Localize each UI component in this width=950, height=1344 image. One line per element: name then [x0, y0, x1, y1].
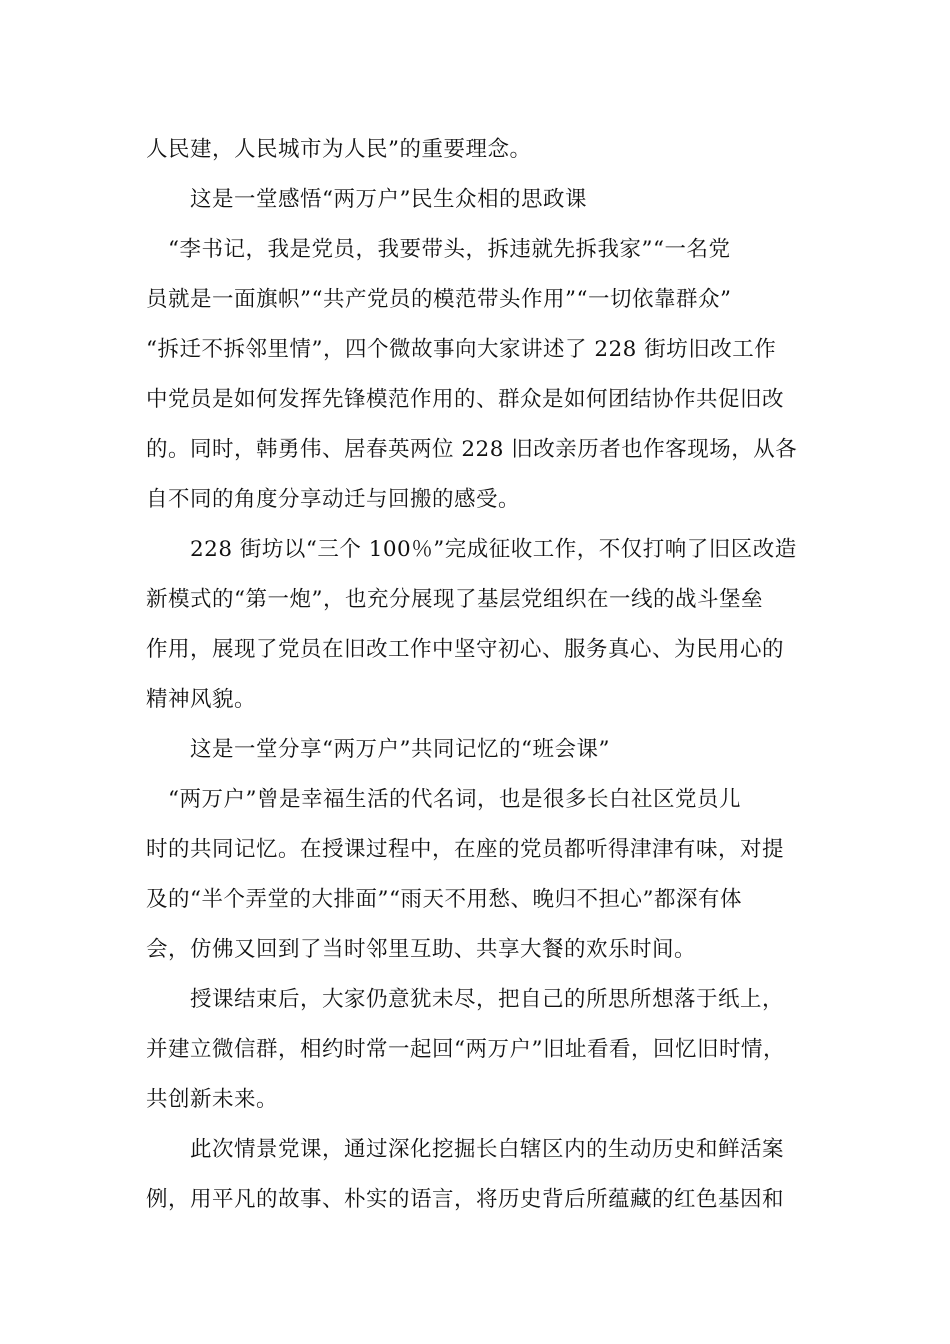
- section-heading: 这是一堂感悟“两万户”民生众相的思政课: [190, 187, 587, 212]
- paragraph-line: 中党员是如何发挥先锋模范作用的、群众是如何团结协作共促旧改: [146, 387, 785, 412]
- paragraph-line: 作用，展现了党员在旧改工作中坚守初心、服务真心、为民用心的: [146, 637, 785, 662]
- paragraph-line: 228 街坊以“三个 100％”完成征收工作，不仅打响了旧区改造: [190, 537, 797, 562]
- paragraph-line: 员就是一面旗帜”“共产党员的模范带头作用”“一切依靠群众”: [146, 287, 732, 312]
- paragraph-line: “拆迁不拆邻里情”，四个微故事向大家讲述了 228 街坊旧改工作: [146, 337, 777, 362]
- section-heading: 这是一堂分享“两万户”共同记忆的“班会课”: [190, 737, 610, 762]
- paragraph-line: 自不同的角度分享动迁与回搬的感受。: [146, 487, 521, 512]
- paragraph-line: 并建立微信群，相约时常一起回“两万户”旧址看看，回忆旧时情，: [146, 1037, 785, 1062]
- paragraph-line: 新模式的“第一炮”，也充分展现了基层党组织在一线的战斗堡垒: [146, 587, 763, 612]
- text-line: 人民建，人民城市为人民”的重要理念。: [146, 137, 532, 162]
- paragraph-line: 共创新未来。: [146, 1087, 279, 1112]
- paragraph-line: 精神风貌。: [146, 687, 257, 712]
- paragraph-line: 及的“半个弄堂的大排面”“雨天不用愁、晚归不担心”都深有体: [146, 887, 742, 912]
- paragraph-line: 会，仿佛又回到了当时邻里互助、共享大餐的欢乐时间。: [146, 937, 697, 962]
- paragraph-line: “两万户”曾是幸福生活的代名词，也是很多长白社区党员儿: [168, 787, 741, 812]
- paragraph-line: “李书记，我是党员，我要带头，拆违就先拆我家”“一名党: [168, 237, 731, 262]
- paragraph-line: 例，用平凡的故事、朴实的语言，将历史背后所蕴藏的红色基因和: [146, 1187, 785, 1212]
- paragraph-line: 此次情景党课，通过深化挖掘长白辖区内的生动历史和鲜活案: [190, 1137, 785, 1162]
- paragraph-line: 的。同时，韩勇伟、居春英两位 228 旧改亲历者也作客现场，从各: [146, 437, 798, 462]
- paragraph-line: 授课结束后，大家仍意犹未尽，把自己的所思所想落于纸上，: [190, 987, 785, 1012]
- paragraph-line: 时的共同记忆。在授课过程中，在座的党员都听得津津有味，对提: [146, 837, 785, 862]
